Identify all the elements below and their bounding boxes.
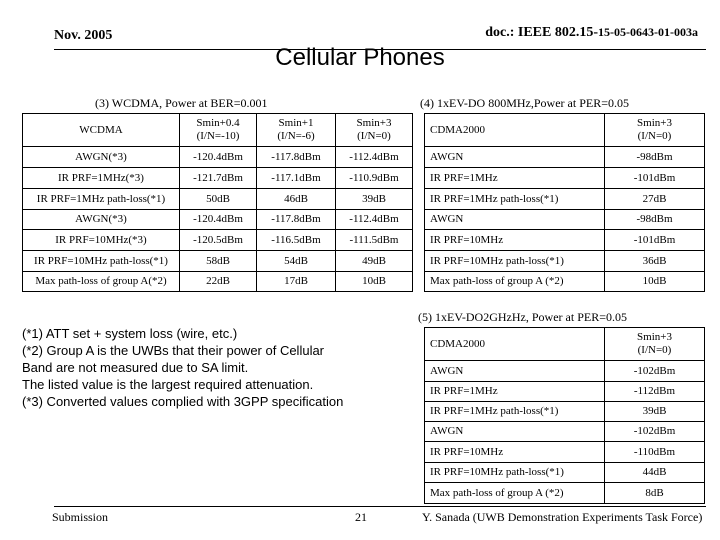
value-cell: -101dBm (605, 168, 705, 189)
row-label-cell: Max path-loss of group A (*2) (425, 272, 605, 292)
value-cell: 49dB (336, 251, 413, 272)
row-label-cell: IR PRF=1MHz(*3) (23, 168, 180, 189)
row-label-cell: AWGN(*3) (23, 210, 180, 230)
table-row (425, 361, 705, 382)
row-label-cell: IR PRF=1MHz path-loss(*1) (425, 189, 605, 210)
doc-id (485, 25, 698, 41)
value-cell: -98dBm (605, 210, 705, 230)
header-date: Nov. 2005 (54, 28, 113, 43)
evdo2g-table (424, 327, 705, 504)
value-cell: -102dBm (605, 422, 705, 442)
row-label-cell: IR PRF=10MHz path-loss(*1) (425, 251, 605, 272)
row-label-cell: AWGN (425, 147, 605, 168)
row-label-cell: IR PRF=10MHz path-loss(*1) (425, 463, 605, 483)
table-row (23, 147, 413, 168)
table-row (425, 442, 705, 463)
value-cell: -112.4dBm (336, 210, 413, 230)
table-header-row (425, 114, 705, 147)
value-cell: -111.5dBm (336, 230, 413, 251)
table-row (425, 210, 705, 230)
value-cell: -120.4dBm (180, 210, 257, 230)
value-cell: -120.4dBm (180, 147, 257, 168)
value-cell: 10dB (605, 272, 705, 292)
note-3: Band are not measured due to SA limit. (22, 360, 249, 375)
value-cell: 36dB (605, 251, 705, 272)
value-cell: -101dBm (605, 230, 705, 251)
value-cell: -98dBm (605, 147, 705, 168)
table-row (23, 251, 413, 272)
note-1: (*1) ATT set + system loss (wire, etc.) (22, 326, 238, 341)
table-header-row (23, 114, 413, 147)
table-row (425, 189, 705, 210)
value-cell: 46dB (257, 189, 336, 210)
value-cell: 17dB (257, 272, 336, 292)
table-row (23, 272, 413, 292)
value-cell: 39dB (605, 402, 705, 422)
page-title: Cellular Phones (275, 44, 445, 71)
table-row (425, 147, 705, 168)
note-5: (*3) Converted values complied with 3GPP specification (22, 394, 344, 409)
doc-number: 15-05-0643-01-003a (598, 25, 698, 39)
page-number: 21 (355, 510, 367, 524)
value-cell: -110dBm (605, 442, 705, 463)
row-label-cell: Max path-loss of group A (*2) (425, 483, 605, 504)
row-label-cell: IR PRF=10MHz (425, 230, 605, 251)
header-cell: CDMA2000 (425, 328, 605, 361)
value-cell: 58dB (180, 251, 257, 272)
header-cell: Smin+0.4 (I/N=-10) (180, 114, 257, 147)
table-row (425, 463, 705, 483)
row-label-cell: IR PRF=1MHz (425, 168, 605, 189)
note-4: The listed value is the largest required attenuation. (22, 377, 314, 392)
note-2: (*2) Group A is the UWBs that their power of Cellular (22, 343, 325, 358)
table-row (23, 230, 413, 251)
wcdma-caption: (3) WCDMA, Power at BER=0.001 (95, 96, 268, 110)
doc-prefix: doc.: IEEE 802.15- (485, 25, 599, 40)
table-row (425, 422, 705, 442)
row-label-cell: IR PRF=1MHz path-loss(*1) (425, 402, 605, 422)
row-label-cell: AWGN (425, 210, 605, 230)
table-row (23, 189, 413, 210)
row-label-cell: IR PRF=1MHz path-loss(*1) (23, 189, 180, 210)
row-label-cell: Max path-loss of group A(*2) (23, 272, 180, 292)
footer-rule (54, 506, 706, 507)
header-cell: Smin+3 (I/N=0) (336, 114, 413, 147)
value-cell: -102dBm (605, 361, 705, 382)
value-cell: -120.5dBm (180, 230, 257, 251)
header-cell: CDMA2000 (425, 114, 605, 147)
value-cell: 27dB (605, 189, 705, 210)
row-label-cell: IR PRF=10MHz path-loss(*1) (23, 251, 180, 272)
wcdma-table (22, 113, 413, 292)
value-cell: -112.4dBm (336, 147, 413, 168)
value-cell: -116.5dBm (257, 230, 336, 251)
table-header-row (425, 328, 705, 361)
value-cell: 54dB (257, 251, 336, 272)
value-cell: -110.9dBm (336, 168, 413, 189)
value-cell: 8dB (605, 483, 705, 504)
row-label-cell: AWGN (425, 422, 605, 442)
table-row (425, 168, 705, 189)
evdo800-caption: (4) 1xEV-DO 800MHz,Power at PER=0.05 (420, 96, 629, 110)
footer-submission: Submission (52, 510, 109, 524)
footer-author: Y. Sanada (UWB Demonstration Experiments Task Force) (422, 510, 703, 524)
table-row (425, 230, 705, 251)
header-cell: WCDMA (23, 114, 180, 147)
value-cell: 22dB (180, 272, 257, 292)
row-label-cell: IR PRF=10MHz (425, 442, 605, 463)
table-row (425, 251, 705, 272)
table-row (425, 382, 705, 402)
table-row (425, 402, 705, 422)
table-row (23, 168, 413, 189)
value-cell: -117.1dBm (257, 168, 336, 189)
header-cell: Smin+3 (I/N=0) (605, 328, 705, 361)
table-row (425, 483, 705, 504)
header-cell: Smin+3 (I/N=0) (605, 114, 705, 147)
value-cell: 44dB (605, 463, 705, 483)
row-label-cell: AWGN(*3) (23, 147, 180, 168)
evdo2g-caption: (5) 1xEV-DO2GHzHz, Power at PER=0.05 (418, 310, 627, 324)
value-cell: 39dB (336, 189, 413, 210)
header-cell: Smin+1 (I/N=-6) (257, 114, 336, 147)
value-cell: -117.8dBm (257, 210, 336, 230)
row-label-cell: AWGN (425, 361, 605, 382)
table-row (23, 210, 413, 230)
value-cell: -121.7dBm (180, 168, 257, 189)
row-label-cell: IR PRF=10MHz(*3) (23, 230, 180, 251)
value-cell: 10dB (336, 272, 413, 292)
table-row (425, 272, 705, 292)
value-cell: -112dBm (605, 382, 705, 402)
evdo800-table (424, 113, 705, 292)
value-cell: 50dB (180, 189, 257, 210)
footnotes (22, 325, 392, 410)
value-cell: -117.8dBm (257, 147, 336, 168)
row-label-cell: IR PRF=1MHz (425, 382, 605, 402)
